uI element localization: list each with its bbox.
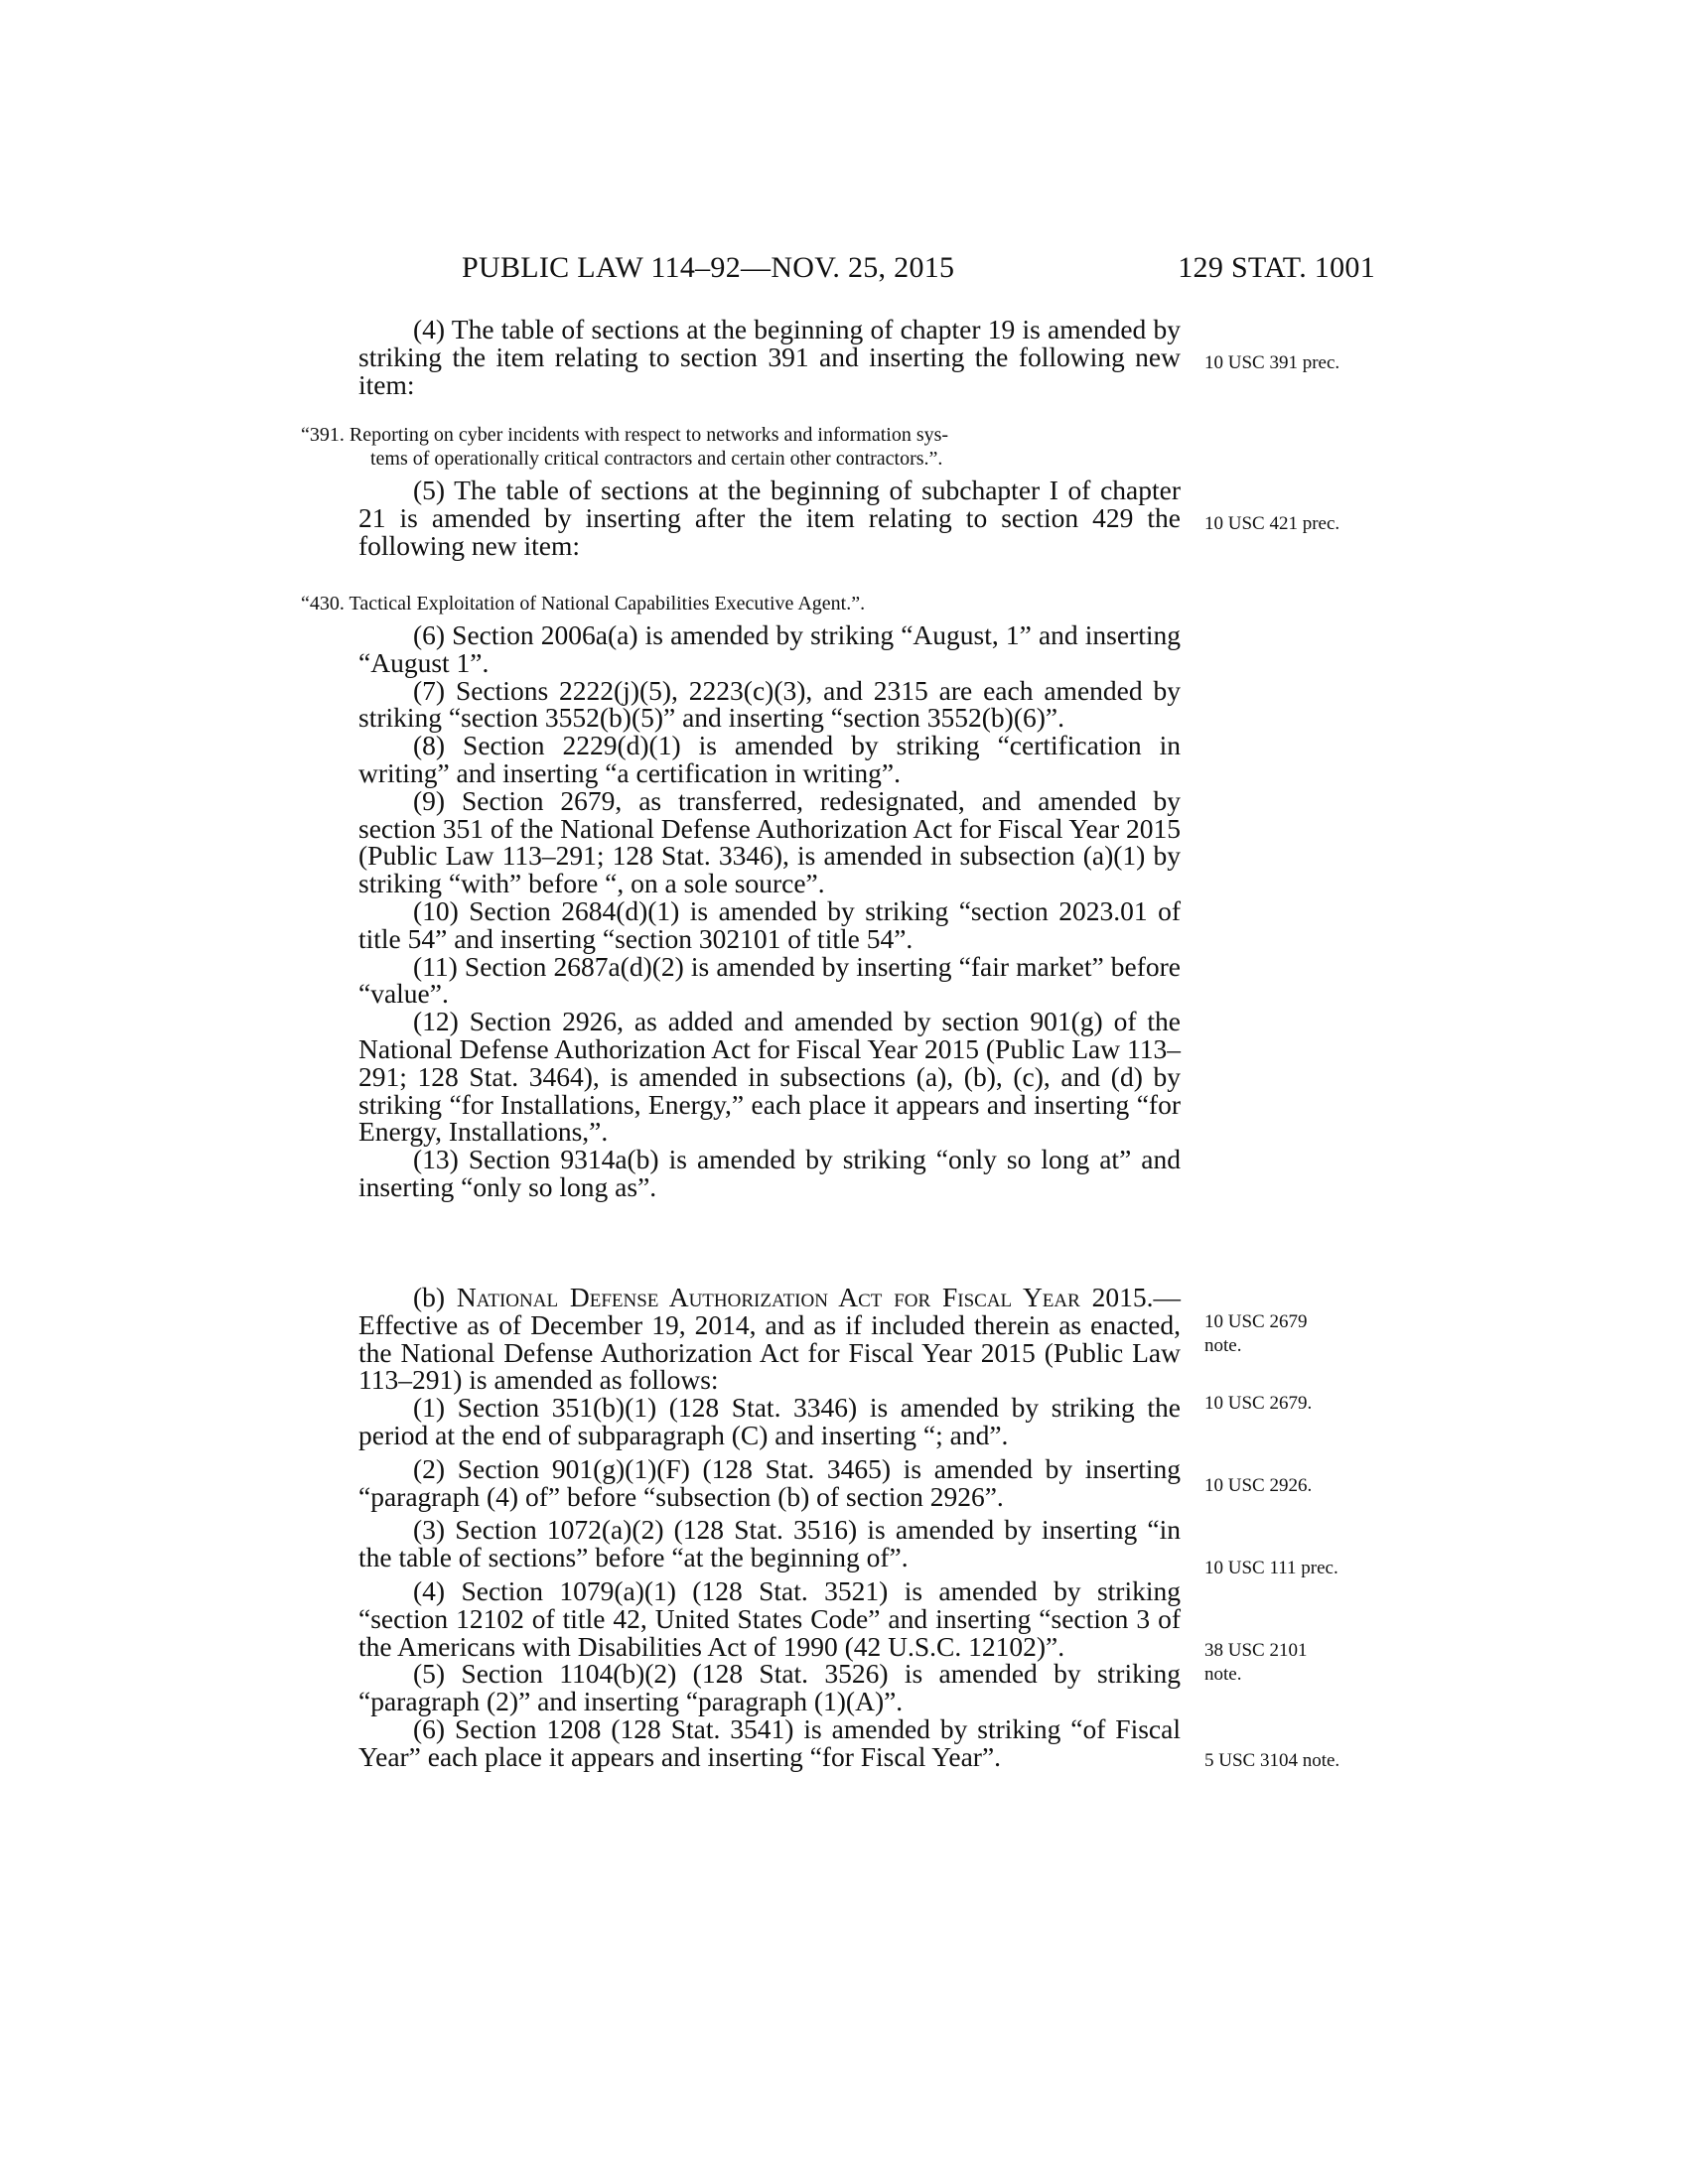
paragraph-b4: (4) Section 1079(a)(1) (128 Stat. 3521) is amended by striking “section 12102 of title 42, United States Code” and inserting “section 3 of the Americans with Disabilities Act of 1990 (42 U.S.C. 12102)”. [358, 1574, 1181, 1662]
paragraph-a11: (11) Section 2687a(d)(2) is amended by inserting “fair market” before “value”. [358, 950, 1181, 1010]
paragraph-a13: (13) Section 9314a(b) is amended by striking “only so long at” and inserting “only so long as”. [358, 1144, 1181, 1202]
margin-note: 10 USC 2679 note. [1204, 1311, 1308, 1356]
paragraph-a12: (12) Section 2926, as added and amended by section 901(g) of the National Defense Authorization Act for Fiscal Year 2015 (Public Law 113–291; 128 Stat. 3464), is amended in subsections (a), (b), (c), and (d) by striking “for Installations, Energy,” each place it appears and inserting “for Energy, Installations,”. [358, 1006, 1181, 1148]
paragraph-b1: (1) Section 351(b)(1) (128 Stat. 3346) is amended by striking the period at the end of subparagraph (C) and inserting “; and”. [358, 1392, 1181, 1450]
margin-note: 38 USC 2101 note. [1204, 1640, 1308, 1685]
paragraph-a6: (6) Section 2006a(a) is amended by striking “August, 1” and inserting “August 1”. [358, 619, 1181, 678]
paragraph-a7: (7) Sections 2222(j)(5), 2223(c)(3), and 2315 are each amended by striking “section 3552(b)(5)” and inserting “section 3552(b)(6)”. [358, 674, 1181, 734]
margin-note: 5 USC 3104 note. [1204, 1750, 1340, 1771]
paragraph-a8: (8) Section 2229(d)(1) is amended by striking “certification in writing” and inserting “a certification in writing”. [358, 730, 1181, 788]
page-title: PUBLIC LAW 114–92—NOV. 25, 2015 [462, 251, 955, 284]
subsection-b-lead: (b) [413, 1282, 457, 1312]
amendment-list-b [358, 1284, 1181, 1771]
margin-note: 10 USC 391 prec. [1204, 352, 1340, 373]
table-item-391 [301, 423, 1187, 471]
subsection-b-text: .—Effective as of December 19, 2014, and as if included therein as enacted, the National Defense Authorization Act for Fiscal Year 2015 (Public Law 113–291) is amended as follows: [358, 1282, 1181, 1396]
paragraph-b3: (3) Section 1072(a)(2) (128 Stat. 3516) is amended by inserting “in the table of sections” before “at the beginning of”. [358, 1514, 1181, 1573]
paragraph-a10: (10) Section 2684(d)(1) is amended by striking “section 2023.01 of title 54” and inserting “section 302101 of title 54”. [358, 894, 1181, 954]
amendment-list-a [358, 621, 1181, 1201]
paragraph-a5: (5) The table of sections at the beginning of subchapter I of chapter 21 is amended by inserting after the item relating to section 429 the following new item: [358, 475, 1181, 561]
margin-note: 10 USC 2926. [1204, 1475, 1313, 1496]
table-item-430 [301, 592, 1187, 615]
paragraph-b2: (2) Section 901(g)(1)(F) (128 Stat. 3465) is amended by inserting “paragraph (4) of” before “subsection (b) of section 2926”. [358, 1452, 1181, 1512]
subsection-b-heading: National Defense Authorization Act for Fiscal Year 2015 [456, 1282, 1147, 1312]
margin-note: 10 USC 2679. [1204, 1393, 1313, 1414]
table-item-continuation: tems of operationally critical contractors and certain other contractors.”. [370, 448, 943, 470]
table-item-text: “391. Reporting on cyber incidents with respect to networks and information sys- [301, 424, 949, 446]
paragraph-b6: (6) Section 1208 (128 Stat. 3541) is amended by striking “of Fiscal Year” each place it appears and inserting “for Fiscal Year”. [358, 1712, 1181, 1772]
subsection-b [358, 1284, 1181, 1394]
paragraph-b5: (5) Section 1104(b)(2) (128 Stat. 3526) is amended by striking “paragraph (2)” and inserting “paragraph (1)(A)”. [358, 1658, 1181, 1717]
statute-page-number: 129 STAT. 1001 [1178, 251, 1375, 284]
paragraph-a9: (9) Section 2679, as transferred, redesignated, and amended by section 351 of the National Defense Authorization Act for Fiscal Year 2015 (Public Law 113–291; 128 Stat. 3346), is amended in subsection (a)(1) by striking “with” before “, on a sole source”. [358, 784, 1181, 899]
running-head [462, 248, 1375, 288]
table-item-text: “430. Tactical Exploitation of National Capabilities Executive Agent.”. [301, 593, 866, 614]
margin-note: 10 USC 421 prec. [1204, 513, 1340, 534]
margin-note: 10 USC 111 prec. [1204, 1558, 1338, 1578]
paragraph-a4: (4) The table of sections at the beginning of chapter 19 is amended by striking the item relating to section 391 and inserting the following new item: [358, 314, 1181, 400]
